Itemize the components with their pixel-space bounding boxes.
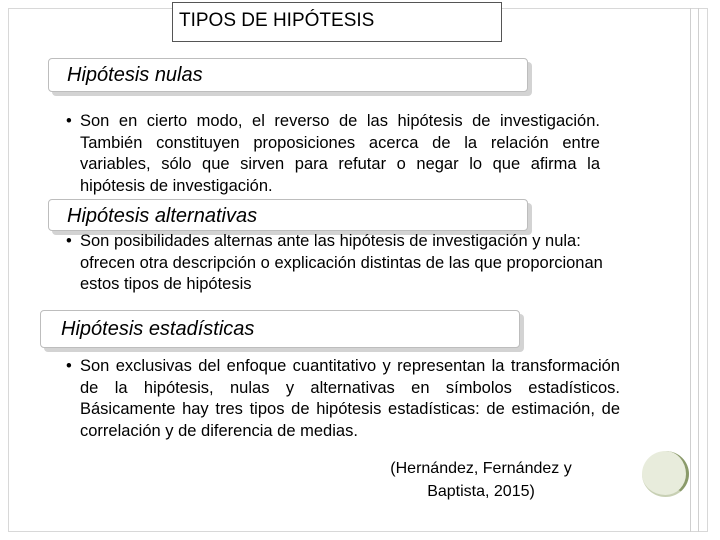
slide-title: TIPOS DE HIPÓTESIS (172, 2, 502, 42)
heading-hipotesis-nulas: Hipótesis nulas (48, 58, 528, 92)
decorative-line (698, 8, 699, 532)
citation-line-1: (Hernández, Fernández y (390, 460, 572, 477)
bullet-text: Son posibilidades alternas ante las hipótesis de investigación y nula: ofrecen otra descripción o explicación distintas de las que proporcionan estos tipos de hipótesis (80, 232, 603, 293)
bullet-hipotesis-nulas (66, 111, 600, 197)
bullet-dot: • (66, 232, 72, 250)
bullet-dot: • (66, 357, 72, 375)
decorative-circle (642, 451, 689, 497)
heading-hipotesis-alternativas: Hipótesis alternativas (48, 199, 528, 231)
citation (376, 457, 586, 503)
bullet-hipotesis-alternativas (66, 231, 620, 296)
bullet-dot: • (66, 112, 72, 130)
bullet-text: Son en cierto modo, el reverso de las hipótesis de investigación. También constituyen proposiciones acerca de la relación entre variables, sólo que sirven para refutar o negar lo que afirma la hipótesis de investigación. (80, 112, 600, 195)
bullet-hipotesis-estadisticas (66, 356, 620, 442)
decorative-line (690, 8, 691, 532)
heading-hipotesis-estadisticas: Hipótesis estadísticas (40, 310, 520, 348)
bullet-text: Son exclusivas del enfoque cuantitativo y representan la transformación de la hipótesis, nulas y alternativas en símbolos estadísticos. Básicamente hay tres tipos de hipótesis estadísticas: de estimación, de correlación y de diferencia de medias. (80, 357, 620, 440)
citation-line-2: Baptista, 2015) (427, 483, 535, 500)
